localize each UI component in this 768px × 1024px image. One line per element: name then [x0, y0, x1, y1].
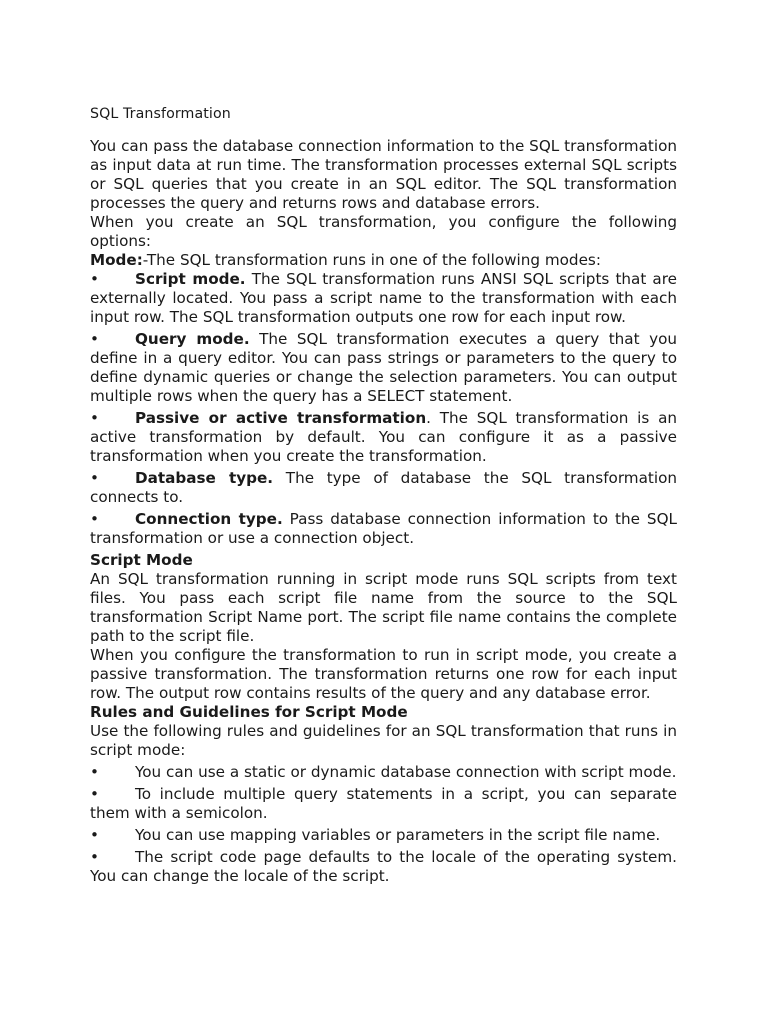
document-body	[90, 137, 677, 886]
option-term: Connection type.	[135, 510, 283, 528]
document-title: SQL Transformation	[90, 106, 231, 122]
rule-item	[90, 785, 677, 823]
option-item-connection-type	[90, 510, 677, 548]
mode-text: -The SQL transformation runs in one of the following modes:	[142, 251, 601, 269]
option-term: Passive or active transformation	[135, 409, 427, 427]
option-text: Pass database connection information to the SQL transformation or use a connection object.	[90, 510, 677, 547]
mode-label: Mode:	[90, 251, 143, 269]
rule-text: To include multiple query statements in a script, you can separate them with a semicolon.	[90, 785, 677, 822]
bullet: •	[90, 330, 99, 348]
intro-paragraph: You can pass the database connection information to the SQL transformation as input data at run time. The transformation processes external SQL scripts or SQL queries that you create in an SQL editor. The SQL transformation processes the query and returns rows and database errors.	[90, 137, 677, 212]
bullet: •	[90, 510, 99, 528]
option-text: The SQL transformation runs ANSI SQL scripts that are externally located. You pass a script name to the transformation with each input row. The SQL transformation outputs one row for each input row.	[90, 270, 677, 326]
bullet: •	[90, 409, 99, 427]
option-term: Query mode.	[135, 330, 250, 348]
bullet: •	[90, 469, 99, 487]
option-item-query-mode	[90, 330, 677, 406]
rule-item	[90, 826, 677, 845]
script-mode-paragraph-1: An SQL transformation running in script mode runs SQL scripts from text files. You pass each script file name from the source to the SQL transformation Script Name port. The script file name contains the complete path to the script file.	[90, 570, 677, 645]
script-mode-paragraph-2: When you configure the transformation to run in script mode, you create a passive transformation. The transformation returns one row for each input row. The output row contains results of the query and any database error.	[90, 646, 677, 702]
bullet: •	[90, 270, 99, 288]
rule-item	[90, 848, 677, 886]
script-mode-heading: Script Mode	[90, 551, 193, 569]
rule-text: You can use a static or dynamic database connection with script mode.	[135, 763, 677, 781]
option-text: The type of database the SQL transformation connects to.	[90, 469, 678, 506]
bullet: •	[90, 763, 99, 781]
option-item-database-type	[90, 469, 677, 507]
rules-intro-paragraph: Use the following rules and guidelines for an SQL transformation that runs in script mode:	[90, 722, 677, 759]
bullet: •	[90, 785, 99, 803]
option-item-script-mode	[90, 270, 677, 327]
option-text: The SQL transformation executes a query that you define in a query editor. You can pass strings or parameters to the query to define dynamic queries or change the selection parameters. You can output multiple rows when the query has a SELECT statement.	[90, 330, 677, 405]
mode-line	[90, 251, 677, 270]
option-term: Database type.	[135, 469, 274, 487]
rule-text: You can use mapping variables or parameters in the script file name.	[135, 826, 661, 844]
rule-text: The script code page defaults to the locale of the operating system. You can change the locale of the script.	[90, 848, 677, 885]
option-item-passive-active	[90, 409, 677, 466]
options-intro-paragraph: When you create an SQL transformation, you configure the following options:	[90, 213, 677, 250]
rules-heading: Rules and Guidelines for Script Mode	[90, 703, 408, 721]
option-text: . The SQL transformation is an active transformation by default. You can configure it as a passive transformation when you create the transformation.	[90, 409, 677, 465]
bullet: •	[90, 848, 99, 866]
rule-item	[90, 763, 677, 782]
option-term: Script mode.	[135, 270, 246, 288]
bullet: •	[90, 826, 99, 844]
